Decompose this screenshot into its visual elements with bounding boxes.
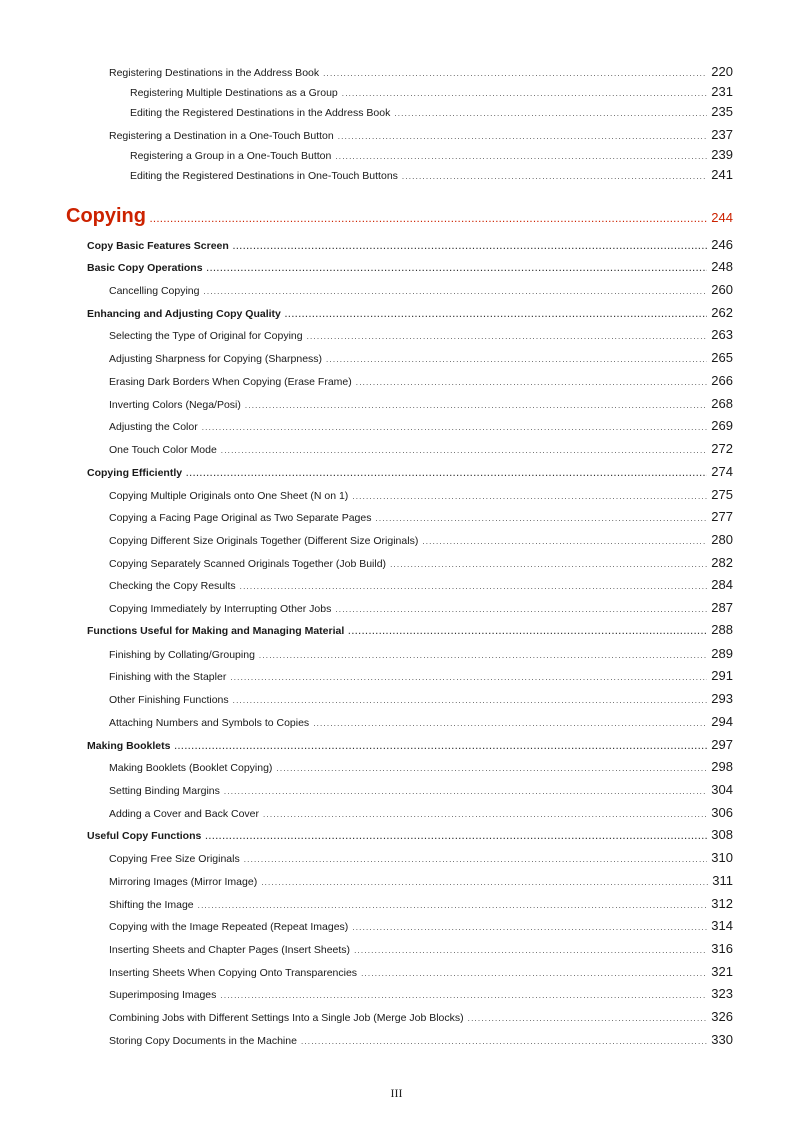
- toc-entry-title: Checking the Copy Results: [109, 580, 236, 592]
- toc-entry[interactable]: [87, 622, 733, 637]
- toc-entry[interactable]: [109, 1032, 733, 1047]
- toc-entry[interactable]: [109, 805, 733, 820]
- toc-entry[interactable]: [109, 350, 733, 365]
- dot-leader: [422, 537, 707, 546]
- toc-entry-title: Setting Binding Margins: [109, 785, 220, 797]
- dot-leader: [207, 264, 708, 273]
- toc-entry[interactable]: [130, 147, 733, 162]
- toc-entry-title: Copying Different Size Originals Together (Different Size Originals): [109, 535, 419, 547]
- toc-entry-title: Combining Jobs with Different Settings Into a Single Job (Merge Job Blocks): [109, 1012, 464, 1024]
- toc-entry[interactable]: [109, 373, 733, 388]
- toc-entry-page: 294: [711, 714, 733, 729]
- toc-entry[interactable]: [109, 509, 733, 524]
- dot-leader: [390, 560, 707, 569]
- toc-entry-page: 231: [711, 84, 733, 99]
- dot-leader: [338, 132, 708, 141]
- dot-leader: [468, 1014, 708, 1023]
- toc-chapter-entry[interactable]: [66, 205, 733, 228]
- toc-entry[interactable]: [109, 986, 733, 1001]
- dot-leader: [313, 719, 707, 728]
- toc-entry-title: Copying: [66, 205, 146, 227]
- dot-leader: [233, 696, 708, 705]
- toc-entry-page: 235: [711, 104, 733, 119]
- toc-entry[interactable]: [109, 782, 733, 797]
- toc-entry[interactable]: [109, 918, 733, 933]
- dot-leader: [220, 991, 707, 1000]
- toc-entry[interactable]: [109, 1009, 733, 1024]
- dot-leader: [276, 764, 707, 773]
- toc-entry-page: 314: [711, 918, 733, 933]
- dot-leader: [285, 310, 707, 319]
- toc-entry[interactable]: [109, 577, 733, 592]
- toc-entry-page: 277: [711, 509, 733, 524]
- toc-entry-title: Copying Multiple Originals onto One Sheet (N on 1): [109, 490, 349, 502]
- toc-entry-page: 323: [711, 986, 733, 1001]
- toc-entry[interactable]: [109, 691, 733, 706]
- toc-entry-title: Making Booklets: [87, 740, 171, 752]
- toc-entry-page: 321: [711, 964, 733, 979]
- dot-leader: [221, 446, 708, 455]
- dot-leader: [354, 946, 707, 955]
- toc-entry[interactable]: [87, 737, 733, 752]
- toc-entry[interactable]: [87, 464, 733, 479]
- toc-entry-title: Registering Destinations in the Address Book: [109, 67, 320, 79]
- toc-entry-page: 291: [711, 668, 733, 683]
- toc-entry[interactable]: [109, 282, 733, 297]
- toc-entry-title: Erasing Dark Borders When Copying (Erase Frame): [109, 376, 352, 388]
- toc-entry-title: Copying Immediately by Interrupting Other Jobs: [109, 603, 332, 615]
- dot-leader: [203, 287, 707, 296]
- toc-entry[interactable]: [109, 64, 733, 79]
- toc-entry[interactable]: [109, 873, 733, 888]
- dot-leader: [240, 582, 708, 591]
- toc-entry[interactable]: [109, 714, 733, 729]
- dot-leader: [361, 969, 707, 978]
- toc-entry-page: 237: [711, 127, 733, 142]
- dot-leader: [394, 109, 707, 118]
- dot-leader: [245, 401, 707, 410]
- toc-entry-title: Copying Separately Scanned Originals Together (Job Build): [109, 558, 387, 570]
- dot-leader: [342, 89, 708, 98]
- toc-entry-page: 326: [711, 1009, 733, 1024]
- toc-entry-title: Cancelling Copying: [109, 285, 200, 297]
- toc-entry-title: Functions Useful for Making and Managing Material: [87, 625, 345, 637]
- toc-entry[interactable]: [109, 941, 733, 956]
- toc-entry-page: 312: [711, 896, 733, 911]
- toc-entry-page: 282: [711, 555, 733, 570]
- dot-leader: [307, 332, 708, 341]
- toc-entry-page: 297: [711, 737, 733, 752]
- toc-entry-title: Inserting Sheets and Chapter Pages (Insert Sheets): [109, 944, 351, 956]
- toc-entry-page: 308: [711, 827, 733, 842]
- toc-entry-page: 304: [711, 782, 733, 797]
- toc-entry[interactable]: [109, 646, 733, 661]
- toc-entry[interactable]: [87, 827, 733, 842]
- toc-entry-title: Copying with the Image Repeated (Repeat Images): [109, 921, 349, 933]
- toc-entry-title: Adding a Cover and Back Cover: [109, 808, 259, 820]
- dot-leader: [356, 378, 708, 387]
- toc-entry-title: Adjusting the Color: [109, 421, 198, 433]
- toc-entry[interactable]: [109, 759, 733, 774]
- toc-entry[interactable]: [109, 964, 733, 979]
- toc-entry[interactable]: [109, 487, 733, 502]
- toc-entry-title: Copying Free Size Originals: [109, 853, 240, 865]
- toc-entry-title: Making Booklets (Booklet Copying): [109, 762, 273, 774]
- toc-entry-page: 265: [711, 350, 733, 365]
- toc-entry-page: 311: [712, 873, 733, 888]
- toc-entry[interactable]: [87, 259, 733, 274]
- toc-entry-page: 220: [711, 64, 733, 79]
- dot-leader: [335, 605, 707, 614]
- toc-entry-title: Copying a Facing Page Original as Two Separate Pages: [109, 512, 372, 524]
- toc-entry-title: Copying Efficiently: [87, 467, 183, 479]
- dot-leader: [323, 69, 707, 78]
- toc-entry-page: 262: [711, 305, 733, 320]
- toc-entry-title: Finishing with the Stapler: [109, 671, 227, 683]
- dot-leader: [224, 787, 707, 796]
- toc-entry-page: 260: [711, 282, 733, 297]
- dot-leader: [233, 242, 707, 251]
- dot-leader: [326, 355, 707, 364]
- toc-entry[interactable]: [87, 305, 733, 320]
- toc-entry-page: 280: [711, 532, 733, 547]
- toc-entry-page: 239: [711, 147, 733, 162]
- toc-entry-page: 306: [711, 805, 733, 820]
- toc-entry-title: Attaching Numbers and Symbols to Copies: [109, 717, 310, 729]
- toc-entry-page: 289: [711, 646, 733, 661]
- dot-leader: [205, 832, 707, 841]
- dot-leader: [352, 923, 707, 932]
- toc-entry[interactable]: [109, 418, 733, 433]
- toc-entry-title: Copy Basic Features Screen: [87, 240, 229, 252]
- toc-entry-title: Superimposing Images: [109, 989, 217, 1001]
- toc-entry-title: One Touch Color Mode: [109, 444, 217, 456]
- toc-entry-page: 248: [711, 259, 733, 274]
- toc-entry-title: Other Finishing Functions: [109, 694, 229, 706]
- toc-entry[interactable]: [87, 237, 733, 252]
- dot-leader: [174, 742, 707, 751]
- toc-entry-page: 288: [711, 622, 733, 637]
- toc-entry[interactable]: [109, 555, 733, 570]
- toc-entry[interactable]: [109, 850, 733, 865]
- dot-leader: [186, 469, 707, 478]
- toc-entry-page: 316: [711, 941, 733, 956]
- toc-entry-title: Inserting Sheets When Copying Onto Transparencies: [109, 967, 358, 979]
- toc-entry-title: Registering a Group in a One-Touch Button: [130, 150, 332, 162]
- dot-leader: [202, 423, 708, 432]
- toc-entry-title: Editing the Registered Destinations in the Address Book: [130, 107, 391, 119]
- dot-leader: [150, 215, 707, 224]
- toc-entry-title: Shifting the Image: [109, 899, 194, 911]
- toc-entry-page: 269: [711, 418, 733, 433]
- dot-leader: [244, 855, 708, 864]
- toc-entry-page: 310: [711, 850, 733, 865]
- toc-entry-page: 298: [711, 759, 733, 774]
- toc-entry[interactable]: [109, 441, 733, 456]
- toc-entry-title: Registering a Destination in a One-Touch Button: [109, 130, 334, 142]
- toc-entry[interactable]: [109, 127, 733, 142]
- page-number: III: [390, 1086, 403, 1100]
- toc-entry-title: Useful Copy Functions: [87, 830, 202, 842]
- toc-entry-title: Enhancing and Adjusting Copy Quality: [87, 308, 281, 320]
- toc-entry[interactable]: [130, 167, 733, 182]
- toc-entry-title: Finishing by Collating/Grouping: [109, 649, 255, 661]
- toc-entry-page: 272: [711, 441, 733, 456]
- toc-entry[interactable]: [109, 327, 733, 342]
- dot-leader: [402, 172, 707, 181]
- toc-entry-title: Inverting Colors (Nega/Posi): [109, 399, 241, 411]
- dot-leader: [348, 627, 707, 636]
- toc-entry[interactable]: [109, 668, 733, 683]
- toc-entry-title: Selecting the Type of Original for Copying: [109, 330, 303, 342]
- toc-entry-page: 284: [711, 577, 733, 592]
- toc-entry-title: Registering Multiple Destinations as a Group: [130, 87, 338, 99]
- toc-entry-page: 266: [711, 373, 733, 388]
- toc-entry-page: 293: [711, 691, 733, 706]
- toc-entry-title: Basic Copy Operations: [87, 262, 203, 274]
- toc-entry-page: 244: [711, 210, 733, 225]
- toc-entry[interactable]: [130, 84, 733, 99]
- dot-leader: [259, 651, 707, 660]
- toc-entry[interactable]: [130, 104, 733, 119]
- dot-leader: [198, 901, 708, 910]
- toc-entry-page: 275: [711, 487, 733, 502]
- toc-entry-page: 287: [711, 600, 733, 615]
- toc-entry-title: Editing the Registered Destinations in One-Touch Buttons: [130, 170, 398, 182]
- toc-entry-page: 274: [711, 464, 733, 479]
- toc-entry-page: 330: [711, 1032, 733, 1047]
- toc-entry-page: 246: [711, 237, 733, 252]
- toc-entry-page: 241: [711, 167, 733, 182]
- toc-entry-title: Mirroring Images (Mirror Image): [109, 876, 258, 888]
- toc-entry-title: Storing Copy Documents in the Machine: [109, 1035, 297, 1047]
- dot-leader: [230, 673, 707, 682]
- toc-entry[interactable]: [109, 396, 733, 411]
- toc-entry-title: Adjusting Sharpness for Copying (Sharpness): [109, 353, 323, 365]
- toc-entry[interactable]: [109, 532, 733, 547]
- dot-leader: [301, 1037, 707, 1046]
- toc-entry[interactable]: [109, 600, 733, 615]
- dot-leader: [352, 492, 707, 501]
- dot-leader: [335, 152, 707, 161]
- toc-entry-page: 263: [711, 327, 733, 342]
- toc-entry[interactable]: [109, 896, 733, 911]
- toc-entry-page: 268: [711, 396, 733, 411]
- dot-leader: [261, 878, 708, 887]
- dot-leader: [263, 810, 707, 819]
- dot-leader: [375, 514, 707, 523]
